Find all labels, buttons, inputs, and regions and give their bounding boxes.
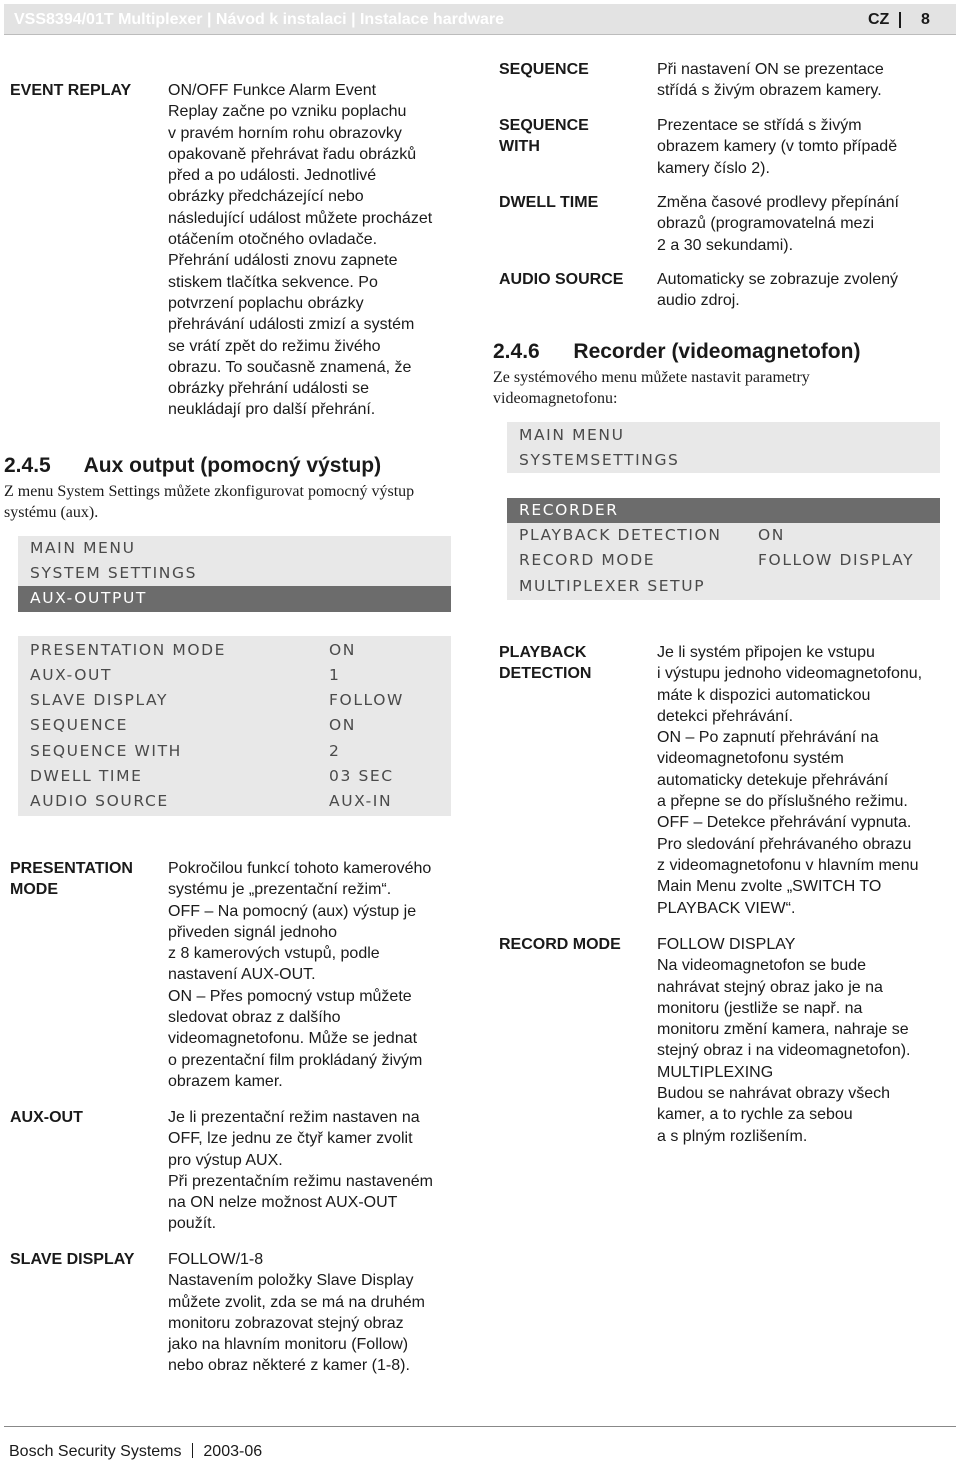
section-number: 2.4.5 (4, 454, 51, 477)
event-replay-description (168, 80, 468, 421)
text-line: Z menu System Settings můžete zkonfigurovat pomocný výstup (4, 483, 415, 500)
text-line: z 8 kamerových vstupů, podle (168, 945, 380, 963)
text-line: videomagnetofonu: (493, 390, 618, 407)
text-line: Prezentace se střídá s živým (657, 117, 862, 134)
aux-out-description (168, 1107, 468, 1235)
text-line: z videomagnetofonu v hlavním menu (657, 856, 919, 874)
text-line: OFF – Detekce přehrávání vypnuta. (657, 814, 912, 832)
text-line: videomagnetofonu systém (657, 750, 844, 768)
presentation-mode-description (168, 858, 468, 1092)
text-line: Ze systémového menu můžete nastavit parametry (493, 369, 810, 386)
text-line: Změna časové prodlevy přepínání (657, 194, 899, 211)
text-line: pro výstup AUX. (168, 1151, 283, 1169)
sequence-with-description (657, 115, 957, 179)
text-line: obrazu. To současně znamená, že (168, 358, 412, 376)
setting-label: SLAVE DISPLAY (30, 691, 169, 709)
page-number: 8 (921, 11, 930, 28)
text-line: můžete zvolit, zda se má na druhém (168, 1293, 426, 1311)
text-line: i výstupu jednoho videomagnetofonu, (657, 665, 923, 683)
table-row (18, 789, 451, 814)
term-sequence-with: SEQUENCE WITH (499, 117, 589, 155)
section-heading-aux (4, 454, 381, 478)
text-line: otáčením otočného ovladače. (168, 231, 378, 249)
table-row (18, 663, 451, 688)
text-line: střídá s živým obrazem kamery. (657, 82, 882, 100)
text-line: Při nastavení ON se prezentace (657, 61, 884, 78)
text-line: ON – Přes pomocný vstup můžete (168, 987, 412, 1005)
text-line: ON – Po zapnutí přehrávání na (657, 729, 879, 747)
text-line: a s plným rozlišením. (657, 1127, 808, 1145)
text-line: Pro sledování přehrávaného obrazu (657, 835, 912, 853)
record-mode-description (657, 934, 957, 1147)
text-line: PLAYBACK VIEW“. (657, 899, 796, 917)
text-line: na ON nelze možnost AUX-OUT (168, 1194, 398, 1212)
footer-separator (192, 1443, 193, 1458)
term-presentation-mode: PRESENTATION MODE (10, 860, 133, 898)
term-slave-display: SLAVE DISPLAY (10, 1251, 135, 1268)
text-line: Na videomagnetofon se bude (657, 957, 867, 975)
text-line: obrazem kamery (v tomto případě (657, 138, 898, 156)
setting-value: FOLLOW (329, 691, 404, 709)
text-line: automaticky detekuje přehrávání (657, 771, 889, 789)
setting-label: PLAYBACK DETECTION (519, 526, 722, 544)
setting-label: SEQUENCE (30, 716, 128, 734)
header-separator (899, 12, 901, 28)
setting-value: 2 (329, 742, 341, 760)
menu-title: RECORDER (507, 498, 940, 523)
setting-label: AUDIO SOURCE (30, 792, 169, 810)
text-line: systému (aux). (4, 504, 99, 521)
text-line: Replay začne po vzniku poplachu (168, 103, 407, 121)
recorder-settings-table (507, 498, 940, 600)
setting-value: ON (758, 526, 785, 544)
text-line: neukládají pro další přehrání. (168, 401, 376, 419)
text-line: FOLLOW DISPLAY (657, 936, 796, 953)
text-line: obrázky předcházející nebo (168, 188, 364, 206)
text-line: nebo obraz některé z kamer (1-8). (168, 1357, 410, 1375)
table-row (18, 764, 451, 789)
aux-settings-table (18, 636, 451, 816)
text-line: OFF, lze jednu ze čtyř kamer zvolit (168, 1130, 413, 1148)
term-playback-detection: PLAYBACK DETECTION (499, 644, 592, 682)
setting-value: 1 (329, 666, 341, 684)
sequence-description (657, 59, 957, 102)
table-row (18, 688, 451, 713)
section-number: 2.4.6 (493, 340, 540, 363)
playback-detection-description (657, 642, 957, 919)
text-line: následující událost můžete procházet (168, 209, 433, 227)
text-line: potvrzení poplachu obrázky (168, 294, 364, 312)
setting-value: ON (329, 641, 356, 659)
menu-path-item: MAIN MENU (519, 426, 625, 444)
setting-value: AUX-IN (329, 792, 393, 810)
setting-label: PRESENTATION MODE (30, 641, 227, 659)
recorder-menu-path (507, 422, 940, 473)
term-record-mode: RECORD MODE (499, 936, 621, 953)
text-line: Přehrání události znovu zapnete (168, 252, 398, 270)
menu-path-item: SYSTEM SETTINGS (30, 564, 198, 582)
text-line: v pravém horním rohu obrazovky (168, 124, 402, 142)
dwell-time-description (657, 192, 957, 256)
term-dwell-time: DWELL TIME (499, 194, 599, 211)
table-row (18, 638, 451, 663)
text-line: videomagnetofonu. Může se jednat (168, 1030, 418, 1048)
text-line: Je li systém připojen ke vstupu (657, 644, 875, 661)
audio-source-description (657, 269, 957, 312)
text-line: Main Menu zvolte „SWITCH TO (657, 878, 882, 896)
text-line: Automaticky se zobrazuje zvolený (657, 271, 898, 288)
term-event-replay: EVENT REPLAY (10, 82, 132, 99)
text-line: Je li prezentační režim nastaven na (168, 1109, 420, 1126)
table-row (507, 574, 940, 599)
text-line: nahrávat stejný obraz jako je na (657, 978, 883, 996)
setting-label: DWELL TIME (30, 767, 143, 785)
page-header (4, 4, 956, 35)
footer-company: Bosch Security Systems (9, 1443, 182, 1460)
text-line: Budou se nahrávat obrazy všech (657, 1085, 891, 1103)
slave-display-description (168, 1249, 468, 1377)
text-line: stiskem tlačítka sekvence. Po (168, 273, 378, 291)
menu-path-current: AUX-OUTPUT (18, 586, 451, 612)
text-line: obrázky přehrání události se (168, 380, 369, 398)
text-line: Při prezentačním režimu nastaveném (168, 1172, 433, 1190)
text-line: Pokročilou funkcí tohoto kamerového (168, 860, 432, 877)
text-line: opakovaně přehrávat řadu obrázků (168, 145, 417, 163)
text-line: jako na hlavním monitoru (Follow) (168, 1336, 409, 1354)
setting-label: SEQUENCE WITH (30, 742, 182, 760)
text-line: o prezentační film prokládaný živým (168, 1051, 423, 1069)
table-row (18, 713, 451, 738)
table-row (507, 523, 940, 548)
setting-label: AUX-OUT (30, 666, 113, 684)
section-intro-aux (4, 481, 474, 523)
setting-label: MULTIPLEXER SETUP (519, 577, 706, 595)
term-sequence: SEQUENCE (499, 61, 589, 78)
footer-divider (4, 1426, 956, 1427)
menu-path-item: SYSTEMSETTINGS (519, 451, 680, 469)
term-audio-source: AUDIO SOURCE (499, 271, 624, 288)
aux-menu-path (18, 536, 451, 612)
section-intro-recorder (493, 367, 953, 409)
text-line: monitoru změní kamera, nahraje se (657, 1021, 909, 1039)
text-line: systému je „prezentační režim“. (168, 881, 392, 899)
text-line: detekci přehrávání. (657, 707, 794, 725)
setting-value: FOLLOW DISPLAY (758, 551, 915, 569)
text-line: OFF – Na pomocný (aux) výstup je (168, 902, 417, 920)
text-line: obrazů (programovatelná mezi (657, 215, 874, 233)
text-line: obrazem kamer. (168, 1072, 283, 1090)
text-line: kamer, a to rychle za sebou (657, 1106, 853, 1124)
text-line: použít. (168, 1215, 217, 1233)
setting-label: RECORD MODE (519, 551, 656, 569)
section-title: Recorder (videomagnetofon) (573, 340, 861, 363)
page-footer (9, 1443, 262, 1461)
text-line: přiveden signál jednoho (168, 923, 338, 941)
text-line: se vrátí zpět do režimu živého (168, 337, 381, 355)
setting-value: 03 SEC (329, 767, 394, 785)
text-line: ON/OFF Funkce Alarm Event (168, 82, 377, 99)
text-line: stejný obraz i na videomagnetofon). (657, 1042, 911, 1060)
header-title: VSS8394/01T Multiplexer | Návod k instalaci | Instalace hardware (14, 11, 505, 28)
text-line: 2 a 30 sekundami). (657, 236, 794, 254)
text-line: FOLLOW/1-8 (168, 1251, 264, 1268)
text-line: máte k dispozici automatickou (657, 686, 871, 704)
table-row (18, 739, 451, 764)
text-line: nastavení AUX-OUT. (168, 966, 316, 984)
term-aux-out: AUX-OUT (10, 1109, 83, 1126)
text-line: Nastavením položky Slave Display (168, 1272, 414, 1290)
section-title: Aux output (pomocný výstup) (83, 454, 382, 477)
header-language: CZ (868, 11, 890, 28)
text-line: kamery číslo 2). (657, 159, 770, 177)
table-row (507, 548, 940, 573)
menu-path-item: MAIN MENU (30, 539, 136, 557)
text-line: monitoru zobrazovat stejný obraz (168, 1314, 404, 1332)
footer-date: 2003-06 (203, 1443, 263, 1460)
setting-value: ON (329, 716, 356, 734)
text-line: monitoru (jestliže se např. na (657, 999, 863, 1017)
text-line: sledovat obraz z dalšího (168, 1009, 341, 1027)
section-heading-recorder (493, 340, 860, 364)
text-line: před a po události. Jednotlivé (168, 167, 377, 185)
text-line: audio zdroj. (657, 292, 740, 310)
text-line: MULTIPLEXING (657, 1063, 774, 1081)
text-line: přehrávání události zmizí a systém (168, 316, 415, 334)
text-line: a přepne se do příslušného režimu. (657, 793, 908, 811)
